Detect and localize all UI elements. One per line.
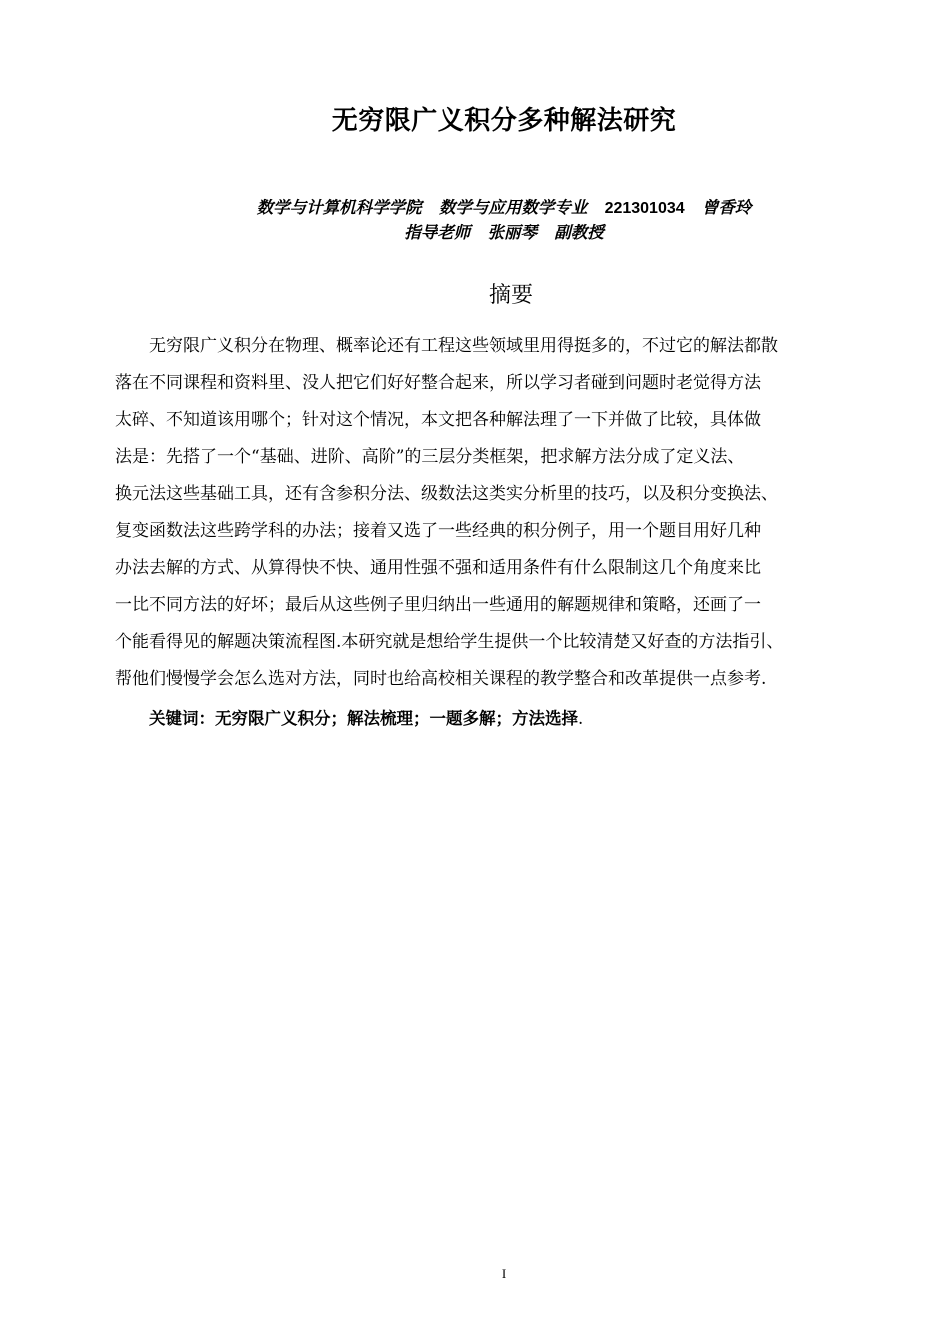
page-number: I	[501, 1266, 507, 1281]
byline-author-line	[0, 194, 950, 218]
byline-author: 曾香玲	[701, 198, 752, 217]
byline-advisor-name: 张丽琴	[487, 223, 537, 242]
abstract-line: 办法去解的方式、从算得快不快、通用性强不强和适用条件有什么限制这几个角度来比	[115, 558, 761, 578]
abstract-line: 法是：先搭了一个“基础、进阶、高阶”的三层分类框架，把求解方法分成了定义法、	[115, 447, 745, 467]
byline-major: 数学与应用数学专业	[438, 198, 588, 217]
byline-advisor-label: 指导老师	[404, 223, 471, 242]
abstract-line: 个能看得见的解题决策流程图.本研究就是想给学生提供一个比较清楚又好查的方法指引、	[115, 632, 784, 652]
abstract-line: 换元法这些基础工具，还有含参积分法、级数法这类实分析里的技巧，以及积分变换法、	[115, 484, 778, 504]
abstract-line: 帮他们慢慢学会怎么选对方法，同时也给高校相关课程的教学整合和改革提供一点参考.	[115, 669, 767, 689]
keywords-text: 关键词：无穷限广义积分；解法梳理；一题多解；方法选择	[149, 709, 578, 728]
abstract-line: 一比不同方法的好坏；最后从这些例子里归纳出一些通用的解题规律和策略，还画了一	[115, 595, 761, 615]
abstract-line: 复变函数法这些跨学科的办法；接着又选了一些经典的积分例子，用一个题目用好几种	[115, 521, 761, 541]
abstract-line: 无穷限广义积分在物理、概率论还有工程这些领域里用得挺多的，不过它的解法都散	[149, 336, 778, 356]
keywords-line	[149, 705, 583, 729]
abstract-line: 太碎、不知道该用哪个；针对这个情况，本文把各种解法理了一下并做了比较，具体做	[115, 410, 761, 430]
abstract-heading: 摘要	[488, 283, 533, 308]
byline-college: 数学与计算机科学学院	[256, 198, 422, 217]
abstract-line: 落在不同课程和资料里、没人把它们好好整合起来，所以学习者碰到问题时老觉得方法	[115, 373, 761, 393]
byline-advisor-line	[0, 219, 950, 243]
keywords-end: .	[578, 709, 584, 728]
document-title: 无穷限广义积分多种解法研究	[331, 105, 677, 135]
byline-student-id: 221301034	[604, 200, 685, 217]
byline-advisor-title: 副教授	[554, 223, 604, 242]
